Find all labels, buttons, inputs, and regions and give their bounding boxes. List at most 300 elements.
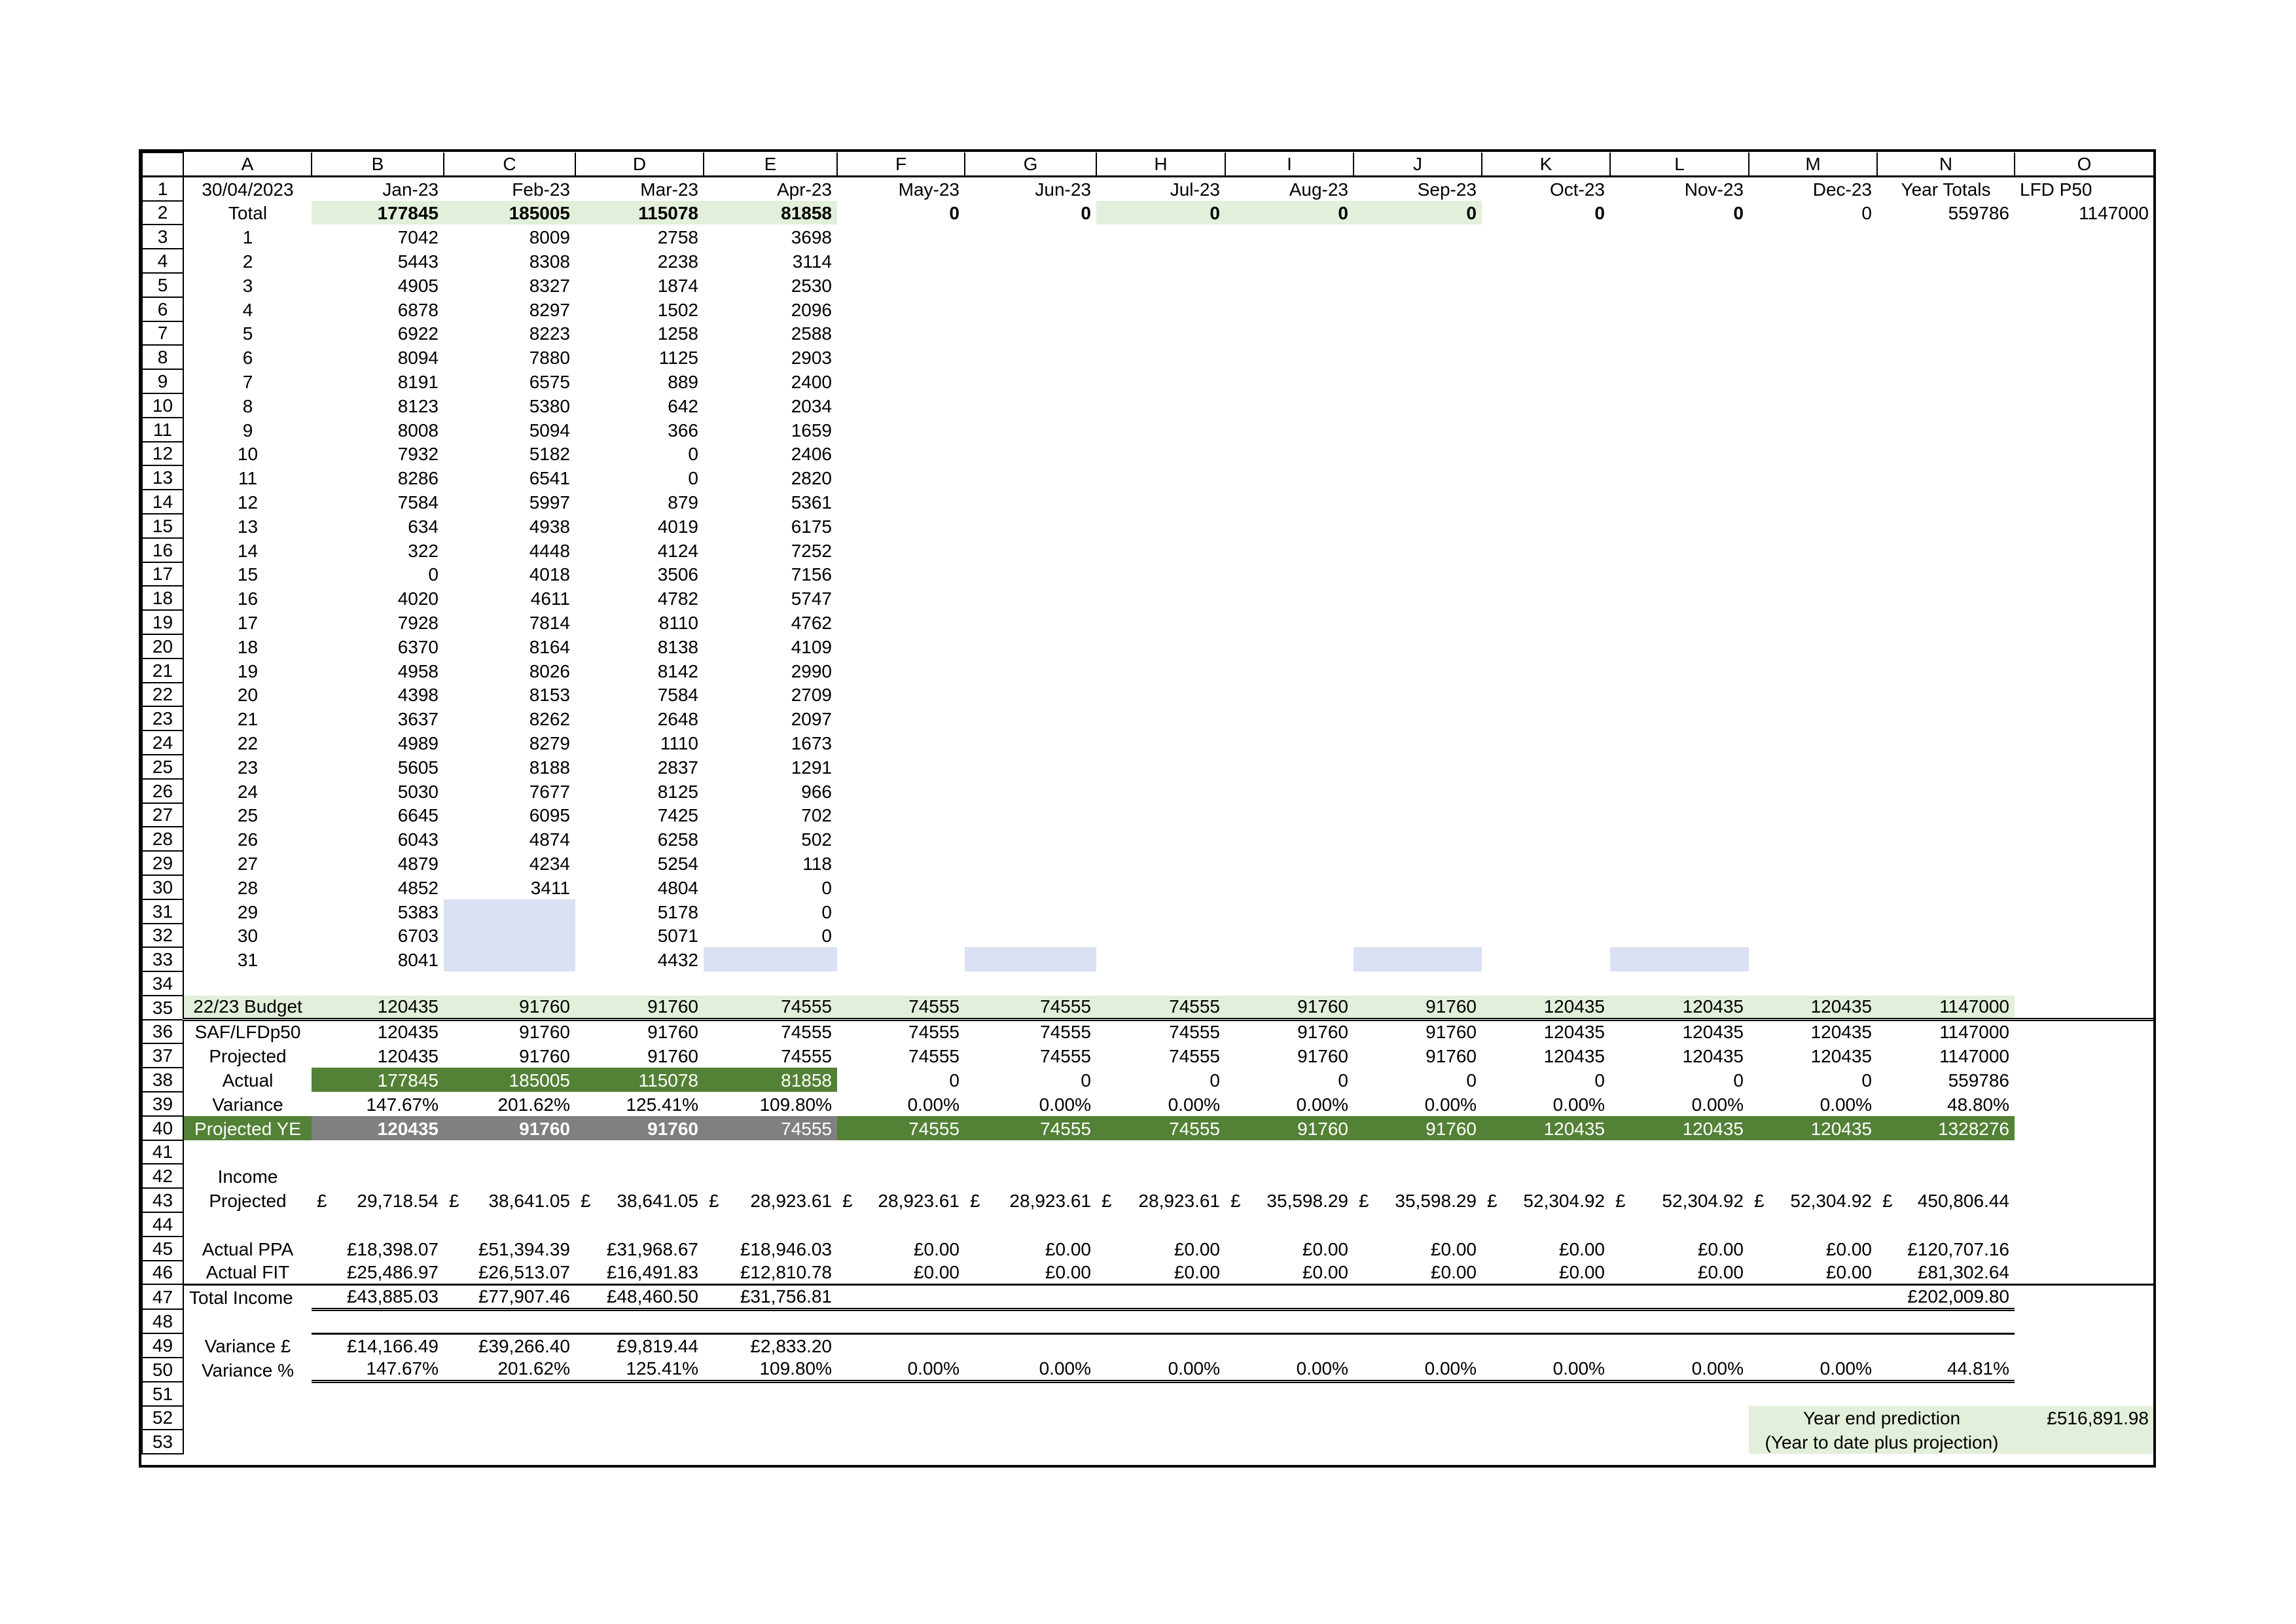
- row-header[interactable]: 21: [142, 659, 183, 683]
- actual-value[interactable]: 0: [1081, 1070, 1091, 1091]
- ppa-value[interactable]: £31,968.67: [606, 1238, 698, 1259]
- day-label[interactable]: 16: [237, 588, 259, 609]
- row-header[interactable]: 3: [142, 225, 183, 249]
- actual-value[interactable]: 115078: [575, 1068, 704, 1092]
- daily-value[interactable]: 6043: [397, 829, 439, 850]
- cell[interactable]: [837, 683, 965, 707]
- column-header[interactable]: O: [2015, 153, 2154, 177]
- cell[interactable]: [575, 1140, 704, 1164]
- row-header[interactable]: 18: [142, 586, 183, 610]
- cell[interactable]: [1354, 827, 1482, 851]
- total-value[interactable]: [1225, 1284, 1354, 1309]
- variance_gbp-value[interactable]: £9,819.44: [617, 1336, 698, 1357]
- cell[interactable]: [837, 1382, 965, 1406]
- cell[interactable]: [1096, 1406, 1225, 1430]
- daily-value[interactable]: 0: [821, 926, 832, 947]
- daily-value[interactable]: 8125: [657, 781, 698, 802]
- cell[interactable]: [1610, 1406, 1749, 1430]
- variance_gbp-value[interactable]: £39,266.40: [478, 1336, 570, 1357]
- daily-value[interactable]: 8308: [529, 251, 570, 272]
- cell[interactable]: [1354, 442, 1482, 466]
- fit-value[interactable]: £0.00: [1482, 1261, 1610, 1285]
- cell[interactable]: [575, 1430, 704, 1454]
- daily-value[interactable]: 2588: [791, 323, 832, 344]
- cell[interactable]: [1096, 1164, 1225, 1188]
- cell[interactable]: [1610, 442, 1749, 466]
- daily-value[interactable]: 4611: [530, 588, 570, 609]
- cell[interactable]: [1354, 393, 1482, 418]
- projected_ye-value[interactable]: 74555: [704, 1116, 837, 1140]
- cell[interactable]: [1482, 1140, 1610, 1164]
- cell[interactable]: [1749, 1309, 1877, 1333]
- row-header[interactable]: 13: [142, 465, 183, 490]
- total-value[interactable]: 0: [1861, 203, 1872, 224]
- cell[interactable]: [965, 249, 1096, 273]
- variance_pct-value[interactable]: 147.67%: [312, 1358, 444, 1382]
- cell[interactable]: [1096, 1212, 1225, 1236]
- cell[interactable]: [1482, 514, 1610, 538]
- cell[interactable]: [2015, 827, 2154, 851]
- cell[interactable]: [2015, 1043, 2154, 1068]
- daily-value[interactable]: 2097: [791, 709, 832, 730]
- cell[interactable]: [1877, 827, 2015, 851]
- daily-value[interactable]: 8026: [529, 660, 570, 681]
- daily-value[interactable]: 2034: [791, 395, 832, 416]
- daily-value[interactable]: 5178: [657, 901, 698, 922]
- column-header[interactable]: I: [1225, 153, 1354, 177]
- cell[interactable]: [1749, 1164, 1877, 1188]
- total-value[interactable]: 115078: [575, 201, 704, 225]
- cell[interactable]: [1482, 393, 1610, 418]
- budget-value[interactable]: 91760: [1225, 996, 1354, 1020]
- saf-value[interactable]: 91760: [519, 1022, 570, 1043]
- day-label[interactable]: 27: [237, 853, 259, 874]
- variance-value[interactable]: 0.00%: [1691, 1094, 1744, 1115]
- projected-income-label[interactable]: Projected: [209, 1191, 287, 1212]
- daily-value[interactable]: 4879: [397, 853, 439, 874]
- row-header[interactable]: 26: [142, 779, 183, 803]
- daily-value[interactable]: 2648: [657, 709, 698, 730]
- row-header[interactable]: 47: [142, 1284, 183, 1309]
- day-label[interactable]: 3: [242, 275, 253, 296]
- cell[interactable]: [183, 1140, 312, 1164]
- cell[interactable]: [1610, 586, 1749, 610]
- cell[interactable]: [1354, 971, 1482, 996]
- cell[interactable]: [312, 971, 444, 996]
- month-header[interactable]: Sep-23: [1417, 179, 1477, 200]
- row-header[interactable]: 16: [142, 538, 183, 562]
- cell[interactable]: [575, 971, 704, 996]
- cell[interactable]: [837, 899, 965, 924]
- variance_pct-value[interactable]: 125.41%: [575, 1358, 704, 1382]
- cell[interactable]: [1877, 562, 2015, 586]
- cell[interactable]: [1749, 490, 1877, 514]
- cell[interactable]: [1749, 683, 1877, 707]
- cell[interactable]: [2015, 1212, 2154, 1236]
- budget-value[interactable]: 74555: [1096, 996, 1225, 1020]
- cell[interactable]: [2015, 586, 2154, 610]
- cell[interactable]: [837, 971, 965, 996]
- cell[interactable]: [1225, 249, 1354, 273]
- daily-value[interactable]: 7814: [529, 612, 570, 633]
- daily-value[interactable]: 4989: [397, 732, 439, 753]
- daily-value[interactable]: 4852: [397, 877, 439, 898]
- projected_ye-value[interactable]: 120435: [1749, 1116, 1877, 1140]
- row-header[interactable]: 9: [142, 369, 183, 393]
- cell[interactable]: [1749, 586, 1877, 610]
- cell[interactable]: [965, 393, 1096, 418]
- cell[interactable]: [1354, 706, 1482, 731]
- fit-label[interactable]: Actual FIT: [183, 1261, 312, 1285]
- daily-value[interactable]: 4874: [529, 829, 570, 850]
- row-header[interactable]: 2: [142, 201, 183, 225]
- cell[interactable]: [183, 1309, 312, 1333]
- budget-value[interactable]: 74555: [704, 996, 837, 1020]
- daily-value[interactable]: 8110: [658, 612, 698, 633]
- cell[interactable]: [1749, 924, 1877, 948]
- daily-value[interactable]: 5094: [529, 420, 570, 441]
- projected-income-value[interactable]: [1749, 1188, 1877, 1212]
- daily-value[interactable]: 8041: [397, 950, 439, 971]
- cell[interactable]: [1354, 683, 1482, 707]
- day-label[interactable]: 19: [237, 660, 259, 681]
- month-header[interactable]: Jan-23: [382, 179, 439, 200]
- cell[interactable]: [1225, 634, 1354, 659]
- daily-value[interactable]: [444, 947, 575, 971]
- cell[interactable]: [837, 851, 965, 875]
- cell[interactable]: [1354, 1212, 1482, 1236]
- cell[interactable]: [1610, 418, 1749, 442]
- cell[interactable]: [1877, 393, 2015, 418]
- projected-income-value[interactable]: [1610, 1188, 1749, 1212]
- daily-value[interactable]: 5361: [791, 492, 832, 513]
- cell[interactable]: [2015, 996, 2154, 1020]
- cell[interactable]: [1749, 297, 1877, 321]
- daily-value[interactable]: 6922: [397, 323, 439, 344]
- cell[interactable]: [1482, 875, 1610, 899]
- cell[interactable]: [704, 971, 837, 996]
- daily-value[interactable]: 1502: [657, 299, 698, 320]
- variance_pct-value[interactable]: 44.81%: [1877, 1358, 2015, 1382]
- cell[interactable]: [1225, 273, 1354, 297]
- cell[interactable]: [1610, 779, 1749, 803]
- cell[interactable]: [1482, 297, 1610, 321]
- variance_pct-value[interactable]: 201.62%: [444, 1358, 575, 1382]
- cell[interactable]: [1610, 947, 1749, 971]
- daily-value[interactable]: 8262: [529, 709, 570, 730]
- daily-value[interactable]: 4762: [791, 612, 832, 633]
- cell[interactable]: [1749, 321, 1877, 346]
- cell[interactable]: [1225, 1430, 1354, 1454]
- projected-income-value[interactable]: [965, 1188, 1096, 1212]
- cell[interactable]: [2015, 249, 2154, 273]
- cell[interactable]: [1225, 393, 1354, 418]
- cell[interactable]: [1482, 827, 1610, 851]
- cell[interactable]: [575, 1406, 704, 1430]
- row-header[interactable]: 8: [142, 345, 183, 369]
- cell[interactable]: [704, 1309, 837, 1333]
- cell[interactable]: [2015, 490, 2154, 514]
- variance_pct-value[interactable]: 0.00%: [1482, 1358, 1610, 1382]
- cell[interactable]: [1877, 442, 2015, 466]
- daily-value[interactable]: 0: [821, 877, 832, 898]
- column-header[interactable]: K: [1482, 153, 1610, 177]
- cell[interactable]: [575, 1164, 704, 1188]
- variance-value[interactable]: 0.00%: [1820, 1094, 1872, 1115]
- projected-income-value[interactable]: [837, 1188, 965, 1212]
- cell[interactable]: [2015, 971, 2154, 996]
- cell[interactable]: [2015, 1309, 2154, 1333]
- cell[interactable]: [183, 1382, 312, 1406]
- daily-value[interactable]: 0: [428, 564, 439, 585]
- ppa-value[interactable]: £0.00: [913, 1238, 960, 1259]
- row-header[interactable]: 25: [142, 755, 183, 779]
- cell[interactable]: [965, 875, 1096, 899]
- daily-value[interactable]: 3114: [792, 251, 832, 272]
- cell[interactable]: [444, 971, 575, 996]
- cell[interactable]: [1354, 321, 1482, 346]
- cell[interactable]: [837, 755, 965, 779]
- cell[interactable]: [1610, 803, 1749, 827]
- daily-value[interactable]: 2820: [791, 468, 832, 489]
- year-end-prediction-value[interactable]: £516,891.98: [2015, 1406, 2154, 1430]
- row-header[interactable]: 22: [142, 683, 183, 707]
- cell[interactable]: [2015, 899, 2154, 924]
- cell[interactable]: [2015, 731, 2154, 755]
- row-header[interactable]: 28: [142, 827, 183, 851]
- cell[interactable]: [183, 1430, 312, 1454]
- projected-value[interactable]: 74555: [781, 1046, 832, 1067]
- cell[interactable]: [1610, 297, 1749, 321]
- cell[interactable]: [1354, 947, 1482, 971]
- cell[interactable]: [1096, 562, 1225, 586]
- cell[interactable]: [1096, 1333, 1225, 1358]
- cell[interactable]: [837, 369, 965, 393]
- cell[interactable]: [1610, 225, 1749, 249]
- cell[interactable]: [704, 1164, 837, 1188]
- variance_gbp-value[interactable]: £14,166.49: [346, 1336, 439, 1357]
- cell[interactable]: [1877, 610, 2015, 634]
- cell[interactable]: [965, 1212, 1096, 1236]
- cell[interactable]: [1096, 706, 1225, 731]
- ppa-value[interactable]: £0.00: [1174, 1238, 1220, 1259]
- ppa-value[interactable]: £0.00: [1825, 1238, 1872, 1259]
- cell[interactable]: [1482, 418, 1610, 442]
- saf-value[interactable]: 120435: [1682, 1022, 1744, 1043]
- total-value[interactable]: 0: [1096, 201, 1225, 225]
- projected-income-value[interactable]: [1096, 1188, 1225, 1212]
- cell[interactable]: [1225, 755, 1354, 779]
- cell[interactable]: [1610, 538, 1749, 562]
- cell[interactable]: [837, 706, 965, 731]
- day-label[interactable]: 22: [237, 732, 259, 753]
- cell[interactable]: [837, 610, 965, 634]
- cell[interactable]: [1225, 947, 1354, 971]
- total-value[interactable]: £202,009.80: [1877, 1284, 2015, 1309]
- cell[interactable]: [2015, 297, 2154, 321]
- row-header[interactable]: 24: [142, 731, 183, 755]
- cell[interactable]: [1610, 634, 1749, 659]
- total-value[interactable]: £77,907.46: [444, 1284, 575, 1309]
- cell[interactable]: [444, 1406, 575, 1430]
- budget-value[interactable]: 1147000: [1877, 996, 2015, 1020]
- daily-value[interactable]: 2837: [657, 757, 698, 778]
- ppa-value[interactable]: £0.00: [1045, 1238, 1091, 1259]
- total-value[interactable]: [1610, 1284, 1749, 1309]
- daily-value[interactable]: 3506: [657, 564, 698, 585]
- cell[interactable]: [1877, 538, 2015, 562]
- cell[interactable]: [2015, 1020, 2154, 1044]
- cell[interactable]: [837, 803, 965, 827]
- fit-value[interactable]: £81,302.64: [1877, 1261, 2015, 1285]
- cell[interactable]: [1877, 924, 2015, 948]
- cell[interactable]: [1354, 634, 1482, 659]
- cell[interactable]: [1225, 779, 1354, 803]
- projected-value[interactable]: 91760: [519, 1046, 570, 1067]
- projected-value[interactable]: 91760: [647, 1046, 698, 1067]
- column-header[interactable]: A: [183, 153, 312, 177]
- cell[interactable]: [1482, 851, 1610, 875]
- day-label[interactable]: 7: [242, 371, 253, 392]
- daily-value[interactable]: 8191: [397, 371, 439, 392]
- row-header[interactable]: 17: [142, 562, 183, 586]
- cell[interactable]: [965, 586, 1096, 610]
- daily-value[interactable]: 634: [408, 516, 439, 537]
- cell[interactable]: [1225, 610, 1354, 634]
- daily-value[interactable]: 5071: [657, 926, 698, 947]
- fit-value[interactable]: £0.00: [965, 1261, 1096, 1285]
- cell[interactable]: [837, 875, 965, 899]
- cell[interactable]: [2015, 803, 2154, 827]
- cell[interactable]: [1225, 971, 1354, 996]
- cell[interactable]: [1482, 947, 1610, 971]
- cell[interactable]: [1482, 490, 1610, 514]
- daily-value[interactable]: 1673: [791, 732, 832, 753]
- saf-value[interactable]: 74555: [1169, 1022, 1220, 1043]
- cell[interactable]: [837, 779, 965, 803]
- row-header[interactable]: 10: [142, 393, 183, 418]
- daily-value[interactable]: 0: [688, 444, 698, 465]
- cell[interactable]: [2015, 562, 2154, 586]
- variance_pct-label[interactable]: Variance %: [201, 1360, 295, 1380]
- cell[interactable]: [837, 1309, 965, 1333]
- projected-income-value[interactable]: [704, 1188, 837, 1212]
- cell[interactable]: [965, 899, 1096, 924]
- projected_ye-value[interactable]: 120435: [1482, 1116, 1610, 1140]
- cell[interactable]: [965, 225, 1096, 249]
- actual-label[interactable]: Actual: [222, 1070, 274, 1091]
- cell[interactable]: [1877, 1212, 2015, 1236]
- cell[interactable]: [1610, 755, 1749, 779]
- cell[interactable]: [1225, 1382, 1354, 1406]
- cell[interactable]: [1610, 683, 1749, 707]
- projected-value[interactable]: 120435: [377, 1046, 439, 1067]
- cell[interactable]: [312, 1309, 444, 1333]
- cell[interactable]: [837, 1140, 965, 1164]
- day-label[interactable]: 25: [237, 805, 259, 826]
- daily-value[interactable]: 4938: [529, 516, 570, 537]
- daily-value[interactable]: 4124: [657, 540, 698, 561]
- budget-value[interactable]: 91760: [444, 996, 575, 1020]
- month-header[interactable]: Dec-23: [1812, 179, 1872, 200]
- daily-value[interactable]: 2096: [791, 299, 832, 320]
- cell[interactable]: [2015, 1358, 2154, 1382]
- cell[interactable]: [965, 1406, 1096, 1430]
- cell[interactable]: [965, 1164, 1096, 1188]
- variance-value[interactable]: 0.00%: [1424, 1094, 1477, 1115]
- variance_pct-value[interactable]: 0.00%: [1096, 1358, 1225, 1382]
- row-header[interactable]: 53: [142, 1430, 183, 1454]
- cell[interactable]: [1610, 393, 1749, 418]
- daily-value[interactable]: 4019: [657, 516, 698, 537]
- variance-value[interactable]: 48.80%: [1947, 1094, 2009, 1115]
- cell[interactable]: [965, 683, 1096, 707]
- cell[interactable]: [837, 297, 965, 321]
- total-label[interactable]: Total Income: [189, 1288, 293, 1308]
- row-header[interactable]: 35: [142, 996, 183, 1020]
- row-header[interactable]: 14: [142, 490, 183, 514]
- cell[interactable]: [1482, 225, 1610, 249]
- cell[interactable]: [837, 634, 965, 659]
- budget-label[interactable]: 22/23 Budget: [183, 996, 312, 1020]
- daily-value[interactable]: 642: [668, 395, 698, 416]
- cell[interactable]: [837, 1430, 965, 1454]
- cell[interactable]: [1354, 1406, 1482, 1430]
- year-end-prediction-note[interactable]: (Year to date plus projection): [1749, 1430, 2015, 1454]
- year-totals-header[interactable]: Year Totals: [1901, 179, 1991, 200]
- cell[interactable]: [1482, 924, 1610, 948]
- cell[interactable]: [575, 1212, 704, 1236]
- projected-value[interactable]: 120435: [1543, 1046, 1605, 1067]
- total-value[interactable]: 177845: [312, 201, 444, 225]
- month-header[interactable]: Apr-23: [776, 179, 832, 200]
- cell[interactable]: [1225, 586, 1354, 610]
- cell[interactable]: [575, 1382, 704, 1406]
- cell[interactable]: [1749, 225, 1877, 249]
- daily-value[interactable]: 702: [801, 805, 832, 826]
- cell[interactable]: [837, 418, 965, 442]
- cell[interactable]: [1610, 731, 1749, 755]
- cell[interactable]: [1482, 971, 1610, 996]
- daily-value[interactable]: 5380: [529, 395, 570, 416]
- cell[interactable]: [1482, 1212, 1610, 1236]
- cell[interactable]: [1877, 1382, 2015, 1406]
- cell[interactable]: [704, 1430, 837, 1454]
- lfd-header[interactable]: LFD P50: [2020, 179, 2092, 200]
- cell[interactable]: [1749, 1382, 1877, 1406]
- cell[interactable]: [1877, 803, 2015, 827]
- cell[interactable]: [1877, 1164, 2015, 1188]
- projected_ye-value[interactable]: 91760: [444, 1116, 575, 1140]
- cell[interactable]: [1096, 249, 1225, 273]
- cell[interactable]: [1749, 514, 1877, 538]
- day-label[interactable]: 21: [237, 709, 259, 730]
- cell[interactable]: [1482, 586, 1610, 610]
- daily-value[interactable]: [444, 899, 575, 924]
- daily-value[interactable]: 8223: [529, 323, 570, 344]
- daily-value[interactable]: 879: [668, 492, 698, 513]
- cell[interactable]: [1877, 779, 2015, 803]
- row-header[interactable]: 41: [142, 1140, 183, 1164]
- day-label[interactable]: 17: [237, 612, 259, 633]
- total-value[interactable]: [1482, 1284, 1610, 1309]
- fit-value[interactable]: £0.00: [837, 1261, 965, 1285]
- cell[interactable]: [965, 1382, 1096, 1406]
- daily-value[interactable]: 7677: [529, 781, 570, 802]
- budget-value[interactable]: 91760: [575, 996, 704, 1020]
- cell[interactable]: [1749, 249, 1877, 273]
- cell[interactable]: [965, 369, 1096, 393]
